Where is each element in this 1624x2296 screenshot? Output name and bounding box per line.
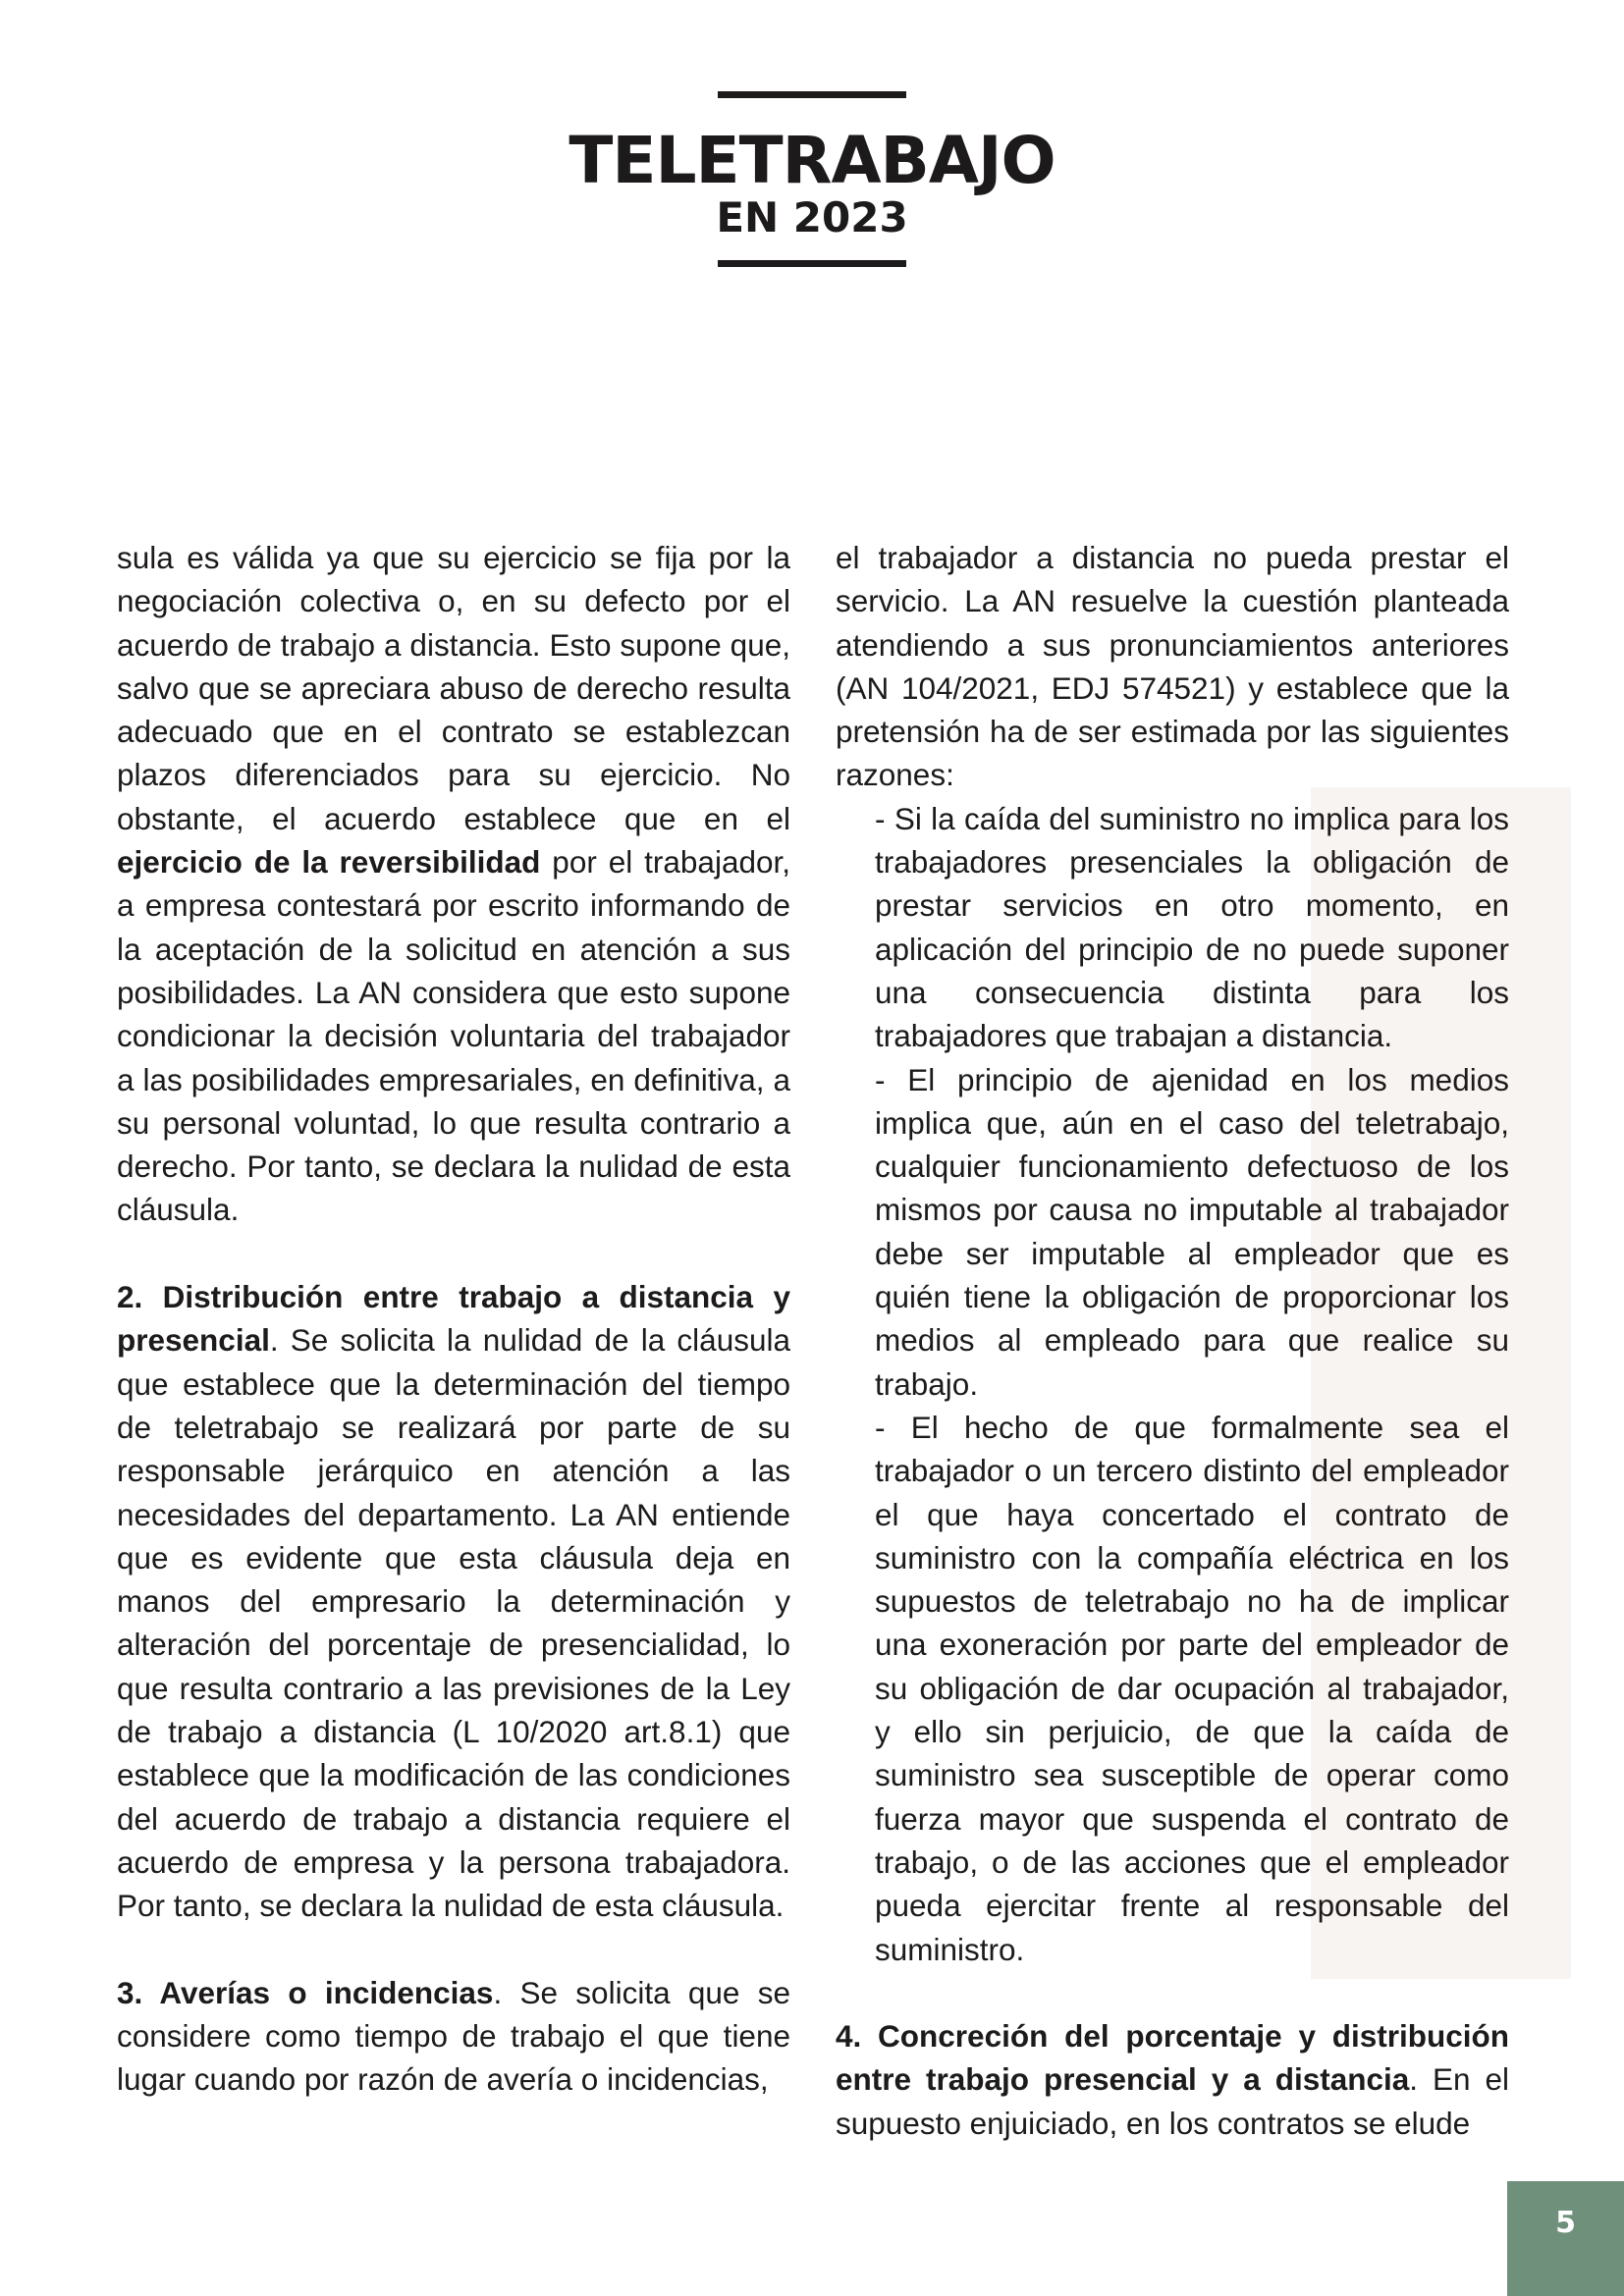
section-3-heading: 3. Averías o incidencias (117, 1974, 494, 2010)
document-title: TELETRABAJO (568, 123, 1056, 198)
top-rule (718, 91, 906, 98)
masthead (0, 91, 1624, 267)
section-2-heading: 2. Distribución entre trabajo a distancia y presencial (117, 1279, 790, 1359)
section-2 (117, 1275, 790, 1927)
right-column (836, 536, 1509, 2145)
bullet-item: - Si la caída del suministro no implica para los trabajadores presenciales la obligación de prestar servicios en otro momento, en aplicación del principio de no puede suponer una consecuencia distinta para los trabajadores que trabajan a distancia. (875, 800, 1509, 1054)
paragraph-reversibility: sula es válida ya que su ejercicio se fija por la negociación colectiva o, en su defecto por el acuerdo de trabajo a distancia. Esto supone que, salvo que se apreciara abuso de derecho resulta adecuado que en el contrato se establezcan plazos diferenciados para su ejercicio. No obstante, el acuerdo establece que en el ejercicio de la reversibilidad por el trabajador, a empresa contestará por escrito informando de la aceptación de la solicitud en atención a sus posibilidades. La AN considera que esto supone condicionar la decisión voluntaria del trabajador a las posibilidades empresariales, en definitiva, a su personal voluntad, lo que resulta contrario a derecho. Por tanto, se declara la nulidad de esta cláusula. (117, 540, 790, 1228)
bullet-item: - El principio de ajenidad en los medios implica que, aún en el caso del teletrabajo, cualquier funcionamiento defectuoso de los mismos por causa no imputable al trabajador debe ser imputable al empleador que es quién tiene la obligación de proporcionar los medios al empleado para que realice su trabajo. (875, 1061, 1509, 1402)
bottom-rule (718, 260, 906, 267)
left-column (117, 536, 790, 2102)
bullet-item: - El hecho de que formalmente sea el trabajador o un tercero distinto del empleador el que haya concertado el contrato de suministro con la compañía eléctrica en los supuestos de teletrabajo no ha de implicar una exoneración por parte del empleador de su obligación de dar ocupación al trabajador, y ello sin perjuicio, de que la caída de suministro sea susceptible de operar como fuerza mayor que suspenda el contrato de trabajo, o de las acciones que el empleador pueda ejercitar frente al responsable del suministro. (875, 1409, 1509, 1967)
section-3 (117, 1971, 790, 2102)
paragraph-intro: el trabajador a distancia no pueda prestar el servicio. La AN resuelve la cuestión planteada atendiendo a sus pronunciamientos anteriores (AN 104/2021, EDJ 574521) y establece que la pretensión ha de ser estimada por las siguientes razones: (836, 540, 1509, 793)
section-4-heading: 4. Concreción del porcentaje y distribución entre trabajo presencial y a distancia (836, 2018, 1509, 2098)
section-4-body: . En el supuesto enjuiciado, en los contratos se elude (836, 2061, 1509, 2141)
bold-term: ejercicio de la reversibilidad (117, 844, 541, 881)
section-4 (836, 2014, 1509, 2145)
document-subtitle: EN 2023 (716, 193, 908, 241)
section-2-body: . Se solicita la nulidad de la cláusula que establece que la determinación del tiempo de teletrabajo se realizará por parte de su responsable jerárquico en atención a las necesidades del departamento. La AN entiende que es evidente que esta cláusula deja en manos del empresario la determinación y alteración del porcentaje de presencialidad, lo que resulta contrario a las previsiones de la Ley de trabajo a distancia (L 10/2020 art.8.1) que establece que la modificación de las condiciones del acuerdo de trabajo a distancia requiere el acuerdo de empresa y la persona trabajadora. Por tanto, se declara la nulidad de esta cláusula. (117, 1322, 790, 1924)
section-3-body: . Se solicita que se considere como tiempo de trabajo el que tiene lugar cuando por razón de avería o incidencias, (117, 1974, 790, 2098)
page-number-badge: 5 (1507, 2181, 1624, 2296)
